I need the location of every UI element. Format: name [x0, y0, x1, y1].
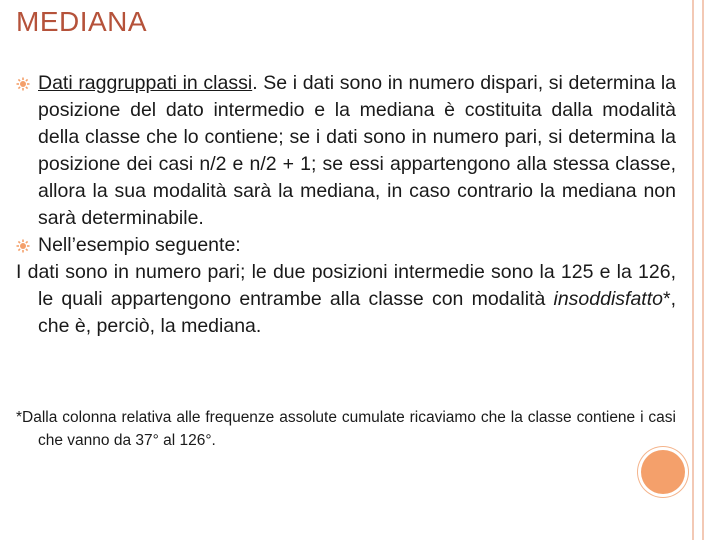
slide-content: [16, 70, 676, 340]
decorative-line-left: [692, 0, 694, 540]
bullet-item: [16, 232, 676, 259]
sun-bullet-icon: [16, 239, 30, 253]
bullet-heading: Dati raggruppati in classi: [38, 72, 253, 94]
sun-bullet-icon: [16, 77, 30, 91]
slide-title: MEDIANA: [16, 6, 148, 37]
body-paragraph: [16, 259, 676, 340]
decorative-circle: [641, 450, 685, 494]
paragraph-text: I dati sono in numero pari; le due posizioni intermedie sono la 125 e la 126, le quali appartengono entrambe alla classe con modalità: [16, 261, 676, 310]
paragraph-italic: insoddisfatto: [553, 288, 663, 310]
bullet-text: . Se i dati sono in numero dispari, si determina la posizione del dato intermedio e la mediana è costituita dalla modalità della classe che lo contiene; se i dati sono in numero pari, si determina la posizione dei casi n/2 e n/2 + 1; se essi appartengono alla stessa classe, allora la sua modalità sarà la mediana, in caso contrario la mediana non sarà determinabile.: [38, 72, 676, 229]
paragraph-text-end: *, che è, perciò, la mediana.: [38, 288, 676, 337]
bullet-item: [16, 70, 676, 232]
footnote: *Dalla colonna relativa alle frequenze assolute cumulate ricaviamo che la classe contiene i casi che vanno da 37° al 126°.: [16, 409, 676, 449]
bullet-text: Nell’esempio seguente:: [38, 234, 241, 256]
decorative-line-right: [702, 0, 704, 540]
